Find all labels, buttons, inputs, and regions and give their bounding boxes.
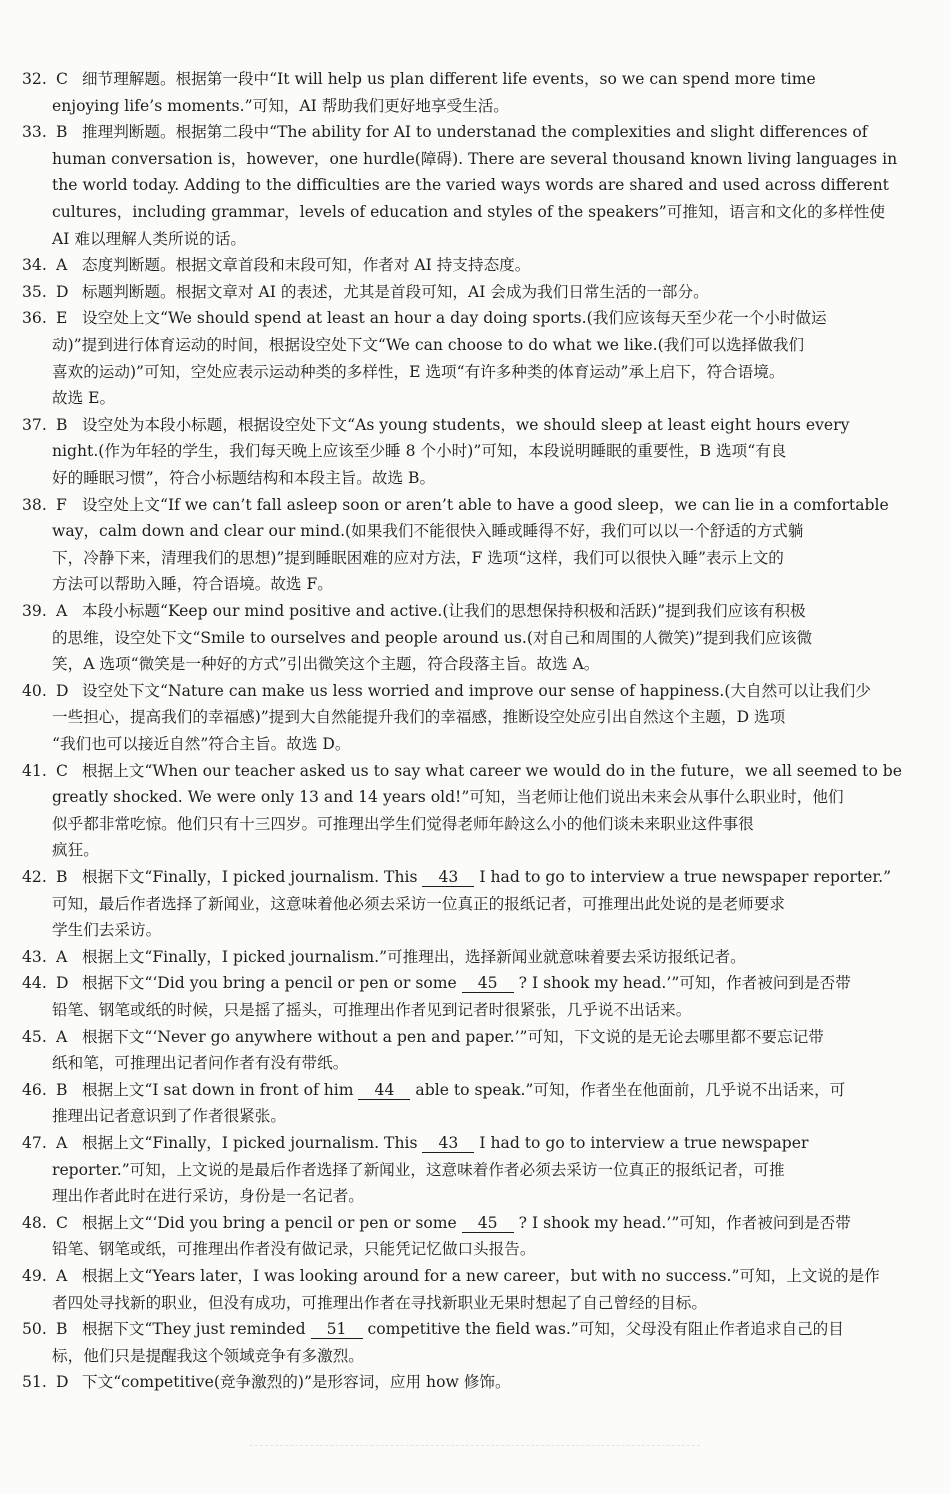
explanation-line: 一些担心，提高我们的幸福感)”提到大自然能提升我们的幸福感，推断设空处应引出自然这个主题，D 选项 [52, 708, 786, 727]
answer-entry [22, 1316, 932, 1369]
explanation-line: the world today. Adding to the difficulties are the varied ways words are shared and used across different [52, 176, 889, 195]
answer-letter: D [56, 1373, 69, 1392]
explanation-line: 50. B 根据下文“They just reminded 51 competitive the field was.”可知，父母没有阻止作者追求自己的目 [22, 1316, 932, 1343]
answer-entry [22, 1024, 932, 1077]
explanation-line: 46. B 根据上文“I sat down in front of him 44 able to speak.”可知，作者坐在他面前，几乎说不出话来，可 [22, 1077, 932, 1104]
explanation-line: reporter.”可知，上文说的是最后作者选择了新闻业，这意味着作者必须去采访一位真正的报纸记者，可推 [52, 1160, 785, 1179]
question-number: 48. [22, 1213, 47, 1232]
answer-entry [22, 305, 932, 411]
answer-letter: A [56, 1134, 68, 1152]
answer-letter: C [56, 1213, 68, 1232]
explanation-line: “我们也可以接近自然”符合主旨。故选 D。 [52, 734, 351, 753]
answer-letter: F [56, 495, 67, 514]
blank-number: 51 [311, 1320, 363, 1339]
answer-entry [22, 1130, 932, 1210]
question-number: 49. [22, 1267, 47, 1285]
explanation-line: 者四处寻找新的职业，但没有成功，可推理出作者在寻找新职业无果时想起了自己曾经的目标。 [52, 1293, 707, 1312]
explanation-line: greatly shocked. We were only 13 and 14 years old!”可知，当老师让他们说出未来会从事什么职业时，他们 [52, 788, 844, 807]
question-number: 37. [22, 415, 47, 434]
explanation-line: 标，他们只是提醒我这个领域竞争有多激烈。 [52, 1346, 364, 1365]
explanation-line: 49. A 根据上文“Years later，I was looking around for a new career，but with no success.”可知，上文说的是作 [22, 1263, 932, 1290]
answer-letter: E [56, 309, 68, 328]
answer-letter: B [56, 1080, 68, 1099]
answer-entry [22, 970, 932, 1023]
answer-entry [22, 1210, 932, 1263]
question-number: 51. [22, 1373, 47, 1392]
explanation-line: 35. D 标题判断题。根据文章对 AI 的表述，尤其是首段可知，AI 会成为我们日常生活的一部分。 [22, 279, 932, 306]
answer-entry [22, 598, 932, 678]
explanation-line: enjoying life’s moments.”可知，AI 帮助我们更好地享受生活。 [52, 96, 509, 115]
answer-letter: B [56, 415, 68, 434]
answer-letter: B [56, 868, 68, 886]
explanation-line: 的思维，设空处下文“Smile to ourselves and people around us.(对自己和周围的人微笑)”提到我们应该微 [52, 628, 813, 647]
question-number: 43. [22, 947, 47, 966]
explanation-line: 下，冷静下来，清理我们的思想)”提到睡眠困难的应对方法，F 选项“这样，我们可以很快入睡”表示上文的 [52, 548, 784, 567]
explanation-line: 喜欢的运动)”可知，空处应表示运动种类的多样性，E 选项“有许多种类的体育运动”承上启下，符合语境。 [52, 362, 785, 381]
answer-letter: A [56, 602, 68, 620]
answer-letter: A [56, 1267, 68, 1285]
explanation-line: way，calm down and clear our mind.(如果我们不能很快入睡或睡得不好，我们可以以一个舒适的方式躺 [52, 522, 804, 541]
explanation-line: 40. D 设空处下文“Nature can make us less worried and improve our sense of happiness.(大自然可以让我们少 [22, 678, 932, 705]
explanation-line: 51. D 下文“competitive(竞争激烈的)”是形容词，应用 how 修饰。 [22, 1369, 932, 1396]
answer-entry [22, 864, 932, 944]
explanation-line: 33. B 推理判断题。根据第二段中“The ability for AI to understanad the complexities and slight differences of [22, 119, 932, 146]
question-number: 42. [22, 868, 47, 886]
answer-entry [22, 678, 932, 758]
explanation-line: 38. F 设空处上文“If we can’t fall asleep soon or aren’t able to have a good sleep，we can lie in a comfortable [22, 492, 932, 519]
explanation-line: 37. B 设空处为本段小标题，根据设空处下文“As young students，we should sleep at least eight hours every [22, 412, 932, 439]
question-number: 35. [22, 282, 47, 301]
explanation-line: 39. A 本段小标题“Keep our mind positive and active.(让我们的思想保持积极和活跃)”提到我们应该有积极 [22, 598, 932, 625]
answer-letter: A [56, 256, 68, 275]
answer-letter: D [56, 282, 69, 301]
blank-number: 45 [462, 1214, 514, 1233]
explanation-line: 动)”提到进行体育运动的时间，根据设空处下文“We can choose to do what we like.(我们可以选择做我们 [52, 335, 805, 354]
question-number: 40. [22, 681, 47, 700]
answer-letter: B [56, 123, 68, 142]
explanation-line: 36. E 设空处上文“We should spend at least an hour a day doing sports.(我们应该每天至少花一个小时做运 [22, 305, 932, 332]
answer-entry [22, 1077, 932, 1130]
answer-entry [22, 252, 932, 279]
answer-letter: D [56, 681, 69, 700]
explanation-line: AI 难以理解人类所说的话。 [52, 229, 246, 248]
explanation-line: 41. C 根据上文“When our teacher asked us to say what career we would do in the future，we all seemed to be [22, 758, 932, 785]
answer-entry [22, 758, 932, 864]
explanation-line: 45. A 根据下文“‘Never go anywhere without a pen and paper.’”可知，下文说的是无论去哪里都不要忘记带 [22, 1024, 932, 1051]
answer-entry [22, 1369, 932, 1396]
blank-number: 43 [422, 1134, 474, 1153]
explanation-line: human conversation is，however，one hurdle(障碍). There are several thousand known living languages in [52, 149, 898, 168]
question-number: 38. [22, 495, 47, 514]
question-number: 50. [22, 1320, 47, 1339]
answer-letter: C [56, 761, 68, 780]
answer-entry [22, 944, 932, 971]
explanation-line: night.(作为年轻的学生，我们每天晚上应该至少睡 8 个小时)”可知，本段说明睡眠的重要性，B 选项“有良 [52, 442, 787, 461]
question-number: 47. [22, 1134, 47, 1152]
answer-letter: A [56, 947, 68, 966]
answer-entry [22, 492, 932, 598]
explanation-line: 故选 E。 [52, 389, 116, 408]
question-number: 34. [22, 256, 47, 275]
explanation-line: 好的睡眠习惯”，符合小标题结构和本段主旨。故选 B。 [52, 468, 436, 487]
explanation-line: 似乎都非常吃惊。他们只有十三四岁。可推理出学生们觉得老师年龄这么小的他们谈未来职业这件事很 [52, 814, 754, 833]
blank-number: 43 [422, 868, 474, 887]
explanation-line: 笑，A 选项“微笑是一种好的方式”引出微笑这个主题，符合段落主旨。故选 A。 [52, 655, 600, 674]
question-number: 45. [22, 1027, 47, 1046]
answer-letter: D [56, 974, 69, 993]
explanation-line: 34. A 态度判断题。根据文章首段和末段可知，作者对 AI 持支持态度。 [22, 252, 932, 279]
question-number: 32. [22, 70, 47, 88]
answer-entry [22, 66, 932, 119]
explanation-line: 43. A 根据上文“Finally，I picked journalism.”可推理出，选择新闻业就意味着要去采访报纸记者。 [22, 944, 932, 971]
question-number: 41. [22, 761, 47, 780]
explanation-line: 铅笔、钢笔或纸，可推理出作者没有做记录，只能凭记忆做口头报告。 [52, 1240, 536, 1259]
explanation-line: 理出作者此时在进行采访，身份是一名记者。 [52, 1187, 364, 1206]
explanation-line: 48. C 根据上文“‘Did you bring a pencil or pen or some 45 ? I shook my head.’”可知，作者被问到是否带 [22, 1210, 932, 1237]
question-number: 36. [22, 309, 47, 328]
explanation-line: 纸和笔，可推理出记者问作者有没有带纸。 [52, 1054, 349, 1073]
explanation-line: 47. A 根据上文“Finally，I picked journalism. This 43 I had to go to interview a true newspaper [22, 1130, 932, 1157]
answer-letter: B [56, 1320, 68, 1339]
explanation-line: 推理出记者意识到了作者很紧张。 [52, 1107, 286, 1126]
answer-letter: C [56, 70, 68, 88]
answer-entry [22, 412, 932, 492]
explanation-line: 32. C 细节理解题。根据第一段中“It will help us plan different life events，so we can spend more time [22, 66, 932, 93]
question-number: 33. [22, 123, 47, 142]
question-number: 44. [22, 974, 47, 993]
answer-entry [22, 1263, 932, 1316]
explanation-line: 可知，最后作者选择了新闻业，这意味着他必须去采访一位真正的报纸记者，可推理出此处说的是老师要求 [52, 894, 785, 913]
explanation-line: 疯狂。 [52, 841, 99, 860]
blank-number: 44 [358, 1081, 410, 1100]
explanation-line: 44. D 根据下文“‘Did you bring a pencil or pen or some 45 ? I shook my head.’”可知，作者被问到是否带 [22, 970, 932, 997]
page-footer-divider [250, 1445, 700, 1452]
blank-number: 45 [462, 974, 514, 993]
explanation-line: 42. B 根据下文“Finally，I picked journalism. This 43 I had to go to interview a true newspaper reporter.” [22, 864, 932, 891]
explanation-line: cultures，including grammar，levels of education and styles of the speakers”可推知，语言和文化的多样性使 [52, 202, 886, 221]
question-number: 46. [22, 1080, 47, 1099]
answer-entry [22, 119, 932, 252]
answer-entry [22, 279, 932, 306]
question-number: 39. [22, 602, 47, 620]
explanation-line: 铅笔、钢笔或纸的时候，只是摇了摇头，可推理出作者见到记者时很紧张，几乎说不出话来。 [52, 1000, 692, 1019]
explanation-line: 方法可以帮助入睡，符合语境。故选 F。 [52, 575, 333, 594]
answer-letter: A [56, 1027, 68, 1046]
explanation-line: 学生们去采访。 [52, 921, 162, 940]
